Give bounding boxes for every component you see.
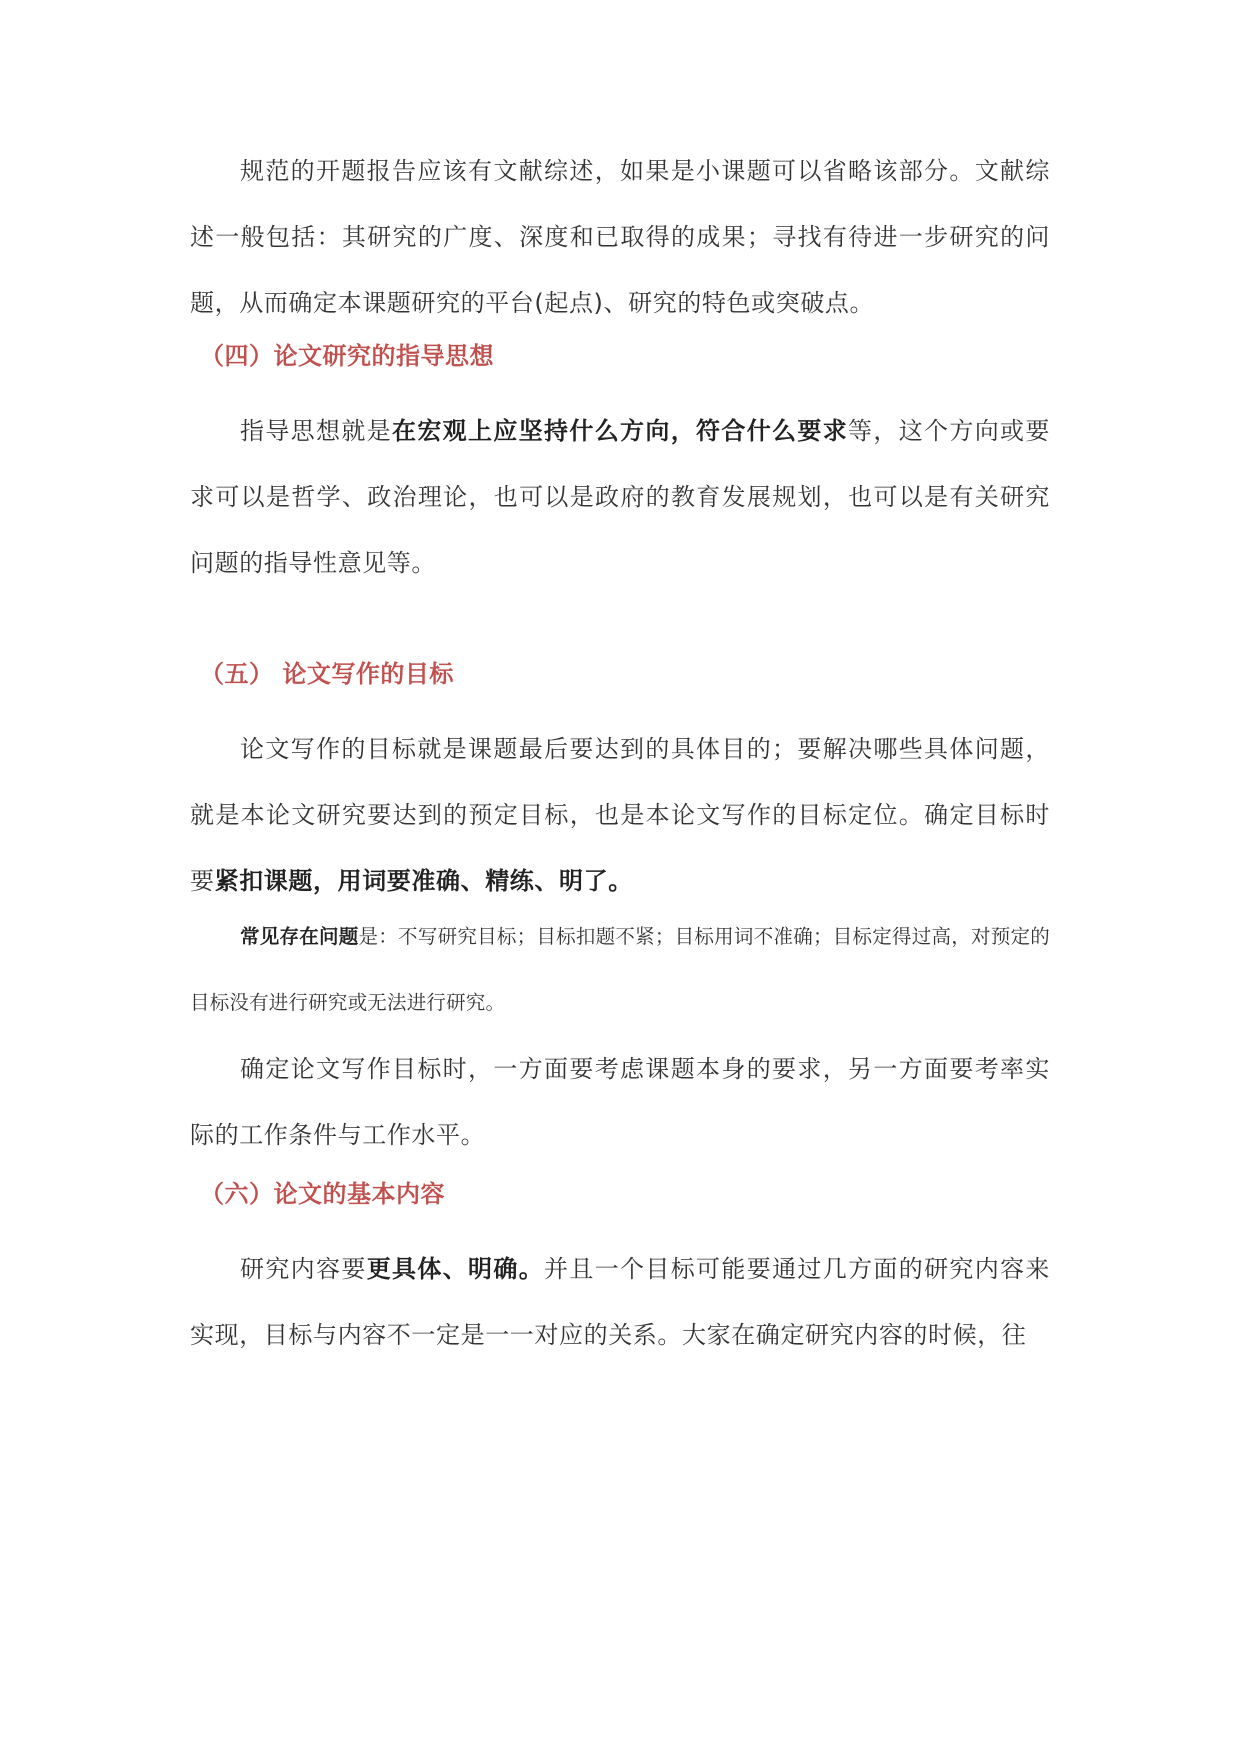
paragraph-writing-goals (190, 716, 1050, 914)
paragraph-common-problems (190, 904, 1050, 1036)
paragraph-literature-review (190, 138, 1050, 336)
paragraph-text: 并且一个目标可能要通过几方面的研究内容来实现，目标与内容不一定是一一对应的关系。大家在确定研究内容的时候，往 (190, 1255, 1051, 1349)
paragraph-text: 确定论文写作目标时，一方面要考虑课题本身的要求，另一方面要考率实际的工作条件与工作水平。 (190, 1055, 1050, 1149)
bold-text: 紧扣课题，用词要准确、精练、明了。 (214, 867, 633, 895)
paragraph-text: 规范的开题报告应该有文献综述，如果是小课题可以省略该部分。文献综述一般包括：其研究的广度、深度和已取得的成果；寻找有待进一步研究的问题，从而确定本课题研究的平台(起点)、研究的特色或突破点。 (190, 157, 1050, 317)
paragraph-basic-content (190, 1236, 1050, 1368)
paragraph-goal-considerations (190, 1036, 1050, 1168)
bold-text: 常见存在问题 (240, 925, 359, 948)
bold-text: 更具体、明确。 (366, 1255, 545, 1283)
paragraph-text: 等，这个方向或要求可以是哲学、政治理论，也可以是政府的教育发展规划，也可以是有关研究问题的指导性意见等。 (190, 417, 1050, 577)
paragraph-text: 指导思想就是 (240, 417, 393, 445)
paragraph-guiding-ideology (190, 398, 1050, 596)
heading-basic-content: （六）论文的基本内容 (200, 1180, 445, 1208)
heading-guiding-ideology: （四）论文研究的指导思想 (200, 342, 494, 370)
paragraph-text: 研究内容要 (240, 1255, 367, 1283)
bold-text: 在宏观上应坚持什么方向，符合什么要求 (392, 417, 849, 445)
paragraph-text: 是：不写研究目标；目标扣题不紧；目标用词不准确；目标定得过高，对预定的目标没有进行研究或无法进行研究。 (190, 925, 1050, 1014)
paragraph-text: 论文写作的目标就是课题最后要达到的具体目的；要解决哪些具体问题，就是本论文研究要达到的预定目标，也是本论文写作的目标定位。确定目标时要 (190, 735, 1050, 895)
heading-writing-goals: （五） 论文写作的目标 (200, 660, 454, 688)
